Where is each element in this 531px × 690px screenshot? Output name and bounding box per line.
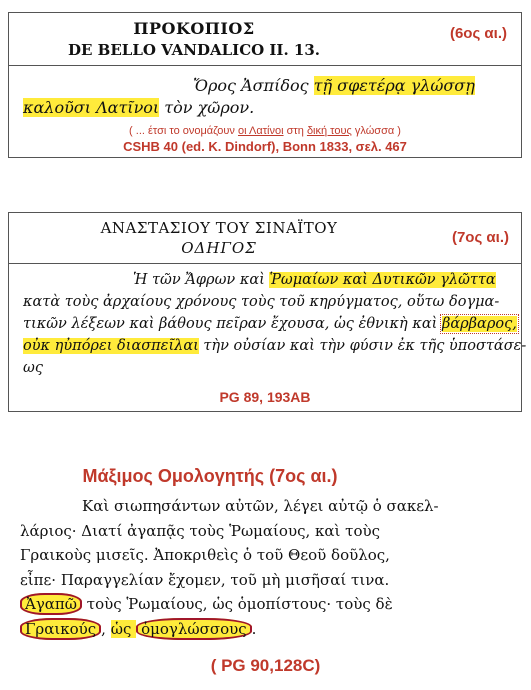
box1-translation: [9, 125, 521, 137]
box2-greek-l2: κατὰ τοὺς ἀρχαίους χρόνους τοὺς τοῦ κηρύγματος, οὕτω δογμα-: [23, 294, 500, 310]
box2-subtitle: ΟΔΗΓΟΣ: [181, 239, 257, 257]
maximus-omoglossous-circled: ὁμογλώσσους: [136, 618, 252, 640]
maximus-line-6c: ὡς: [110, 619, 137, 638]
box2-title: ΑΝΑΣΤΑΣΙΟΥ ΤΟΥ ΣΙΝΑΪΤΟΥ: [100, 219, 338, 237]
box1-trans-c: στη: [283, 125, 307, 137]
maximus-line-4: εἶπε· Παραγγελίαν ἔχομεν, τοῦ μὴ μισῆσαί τινα.: [20, 570, 390, 589]
box1-trans-a: ( ... έτσι το ονομάζουν: [129, 125, 238, 137]
box1-greek-l2a: καλοῦσι Λατῖνοι: [23, 98, 160, 117]
box2-greek-l1a: Ἡ τῶν Ἄφρων καὶ: [133, 272, 270, 288]
box2-greek-l5: ως: [23, 360, 43, 376]
maximus-text: [20, 494, 520, 641]
box1-greek-l2b: τὸν χῶρον.: [159, 98, 255, 117]
maximus-title: Μάξιμος Ομολογητής (7ος αι.): [82, 466, 338, 486]
maximus-line-6e: .: [251, 619, 257, 638]
box2-greek-l3b: βάρβαρος,: [441, 316, 517, 332]
box1-greek-text: [23, 75, 511, 119]
box1-source: CSHB 40 (ed. K. Dindorf), Bonn 1833, σελ. 467: [123, 139, 407, 154]
maximus-source: ( PG 90,128C): [210, 656, 321, 675]
maximus-line-3: Γραικοὺς μισεῖς. Ἀποκριθεὶς ὁ τοῦ Θεοῦ δοῦλος,: [20, 546, 390, 564]
box2-greek-l4b: τὴν οὐσίαν καὶ τὴν φύσιν ἐκ τῆς ὑποστάσε-: [198, 338, 527, 354]
box1-trans-b: οι Λατίνοι: [237, 125, 284, 137]
box2-greek-text: [23, 269, 527, 379]
maximus-graikous-circled: Γραικούς: [20, 618, 101, 640]
box1-divider: [9, 65, 521, 66]
maximus-line-2: λάριος· Διατί ἀγαπᾷς τοὺς Ῥωμαίους, καὶ τοὺς: [20, 521, 381, 540]
procopius-box: [8, 12, 522, 158]
maximus-line-1: Καὶ σιωπησάντων αὐτῶν, λέγει αὐτῷ ὁ σακελ-: [82, 497, 439, 515]
anastasius-box: [8, 212, 527, 412]
box1-trans-e: γλώσσα ): [351, 125, 401, 137]
box2-greek-l1b: Ῥωμαίων καὶ Δυτικῶν γλῶττα: [269, 272, 496, 288]
box2-greek-l3a: τικῶν λέξεων καὶ βάθους πεῖραν ἔχουσα, ὡς ἐθνικὴ καὶ: [23, 316, 442, 332]
box1-century: (6ος αι.): [449, 25, 507, 42]
box2-divider: [9, 263, 521, 264]
box1-subtitle: DE BELLO VANDALICO II. 13.: [68, 41, 320, 59]
box1-greek-l1b: τῇ σφετέρᾳ γλώσσῃ: [313, 76, 475, 95]
box2-greek-l4a: οὐκ ηὐπόρει διασπεῖλαι: [23, 338, 199, 354]
box1-title: ΠΡΟΚΟΠΙΟΣ: [133, 19, 255, 38]
box2-century: (7ος αι.): [451, 229, 509, 246]
box1-trans-d: δική τους: [306, 125, 352, 137]
maximus-line-5b: τοὺς Ῥωμαίους, ὡς ὁμοπίστους· τοὺς δὲ: [82, 595, 393, 613]
maximus-line-6b: ,: [101, 619, 111, 638]
maximus-agapo-circled: Ἀγαπῶ: [20, 593, 82, 615]
box1-greek-l1a: Ὄρος Ἀσπίδος: [193, 76, 314, 95]
box2-source: PG 89, 193AB: [219, 389, 311, 405]
